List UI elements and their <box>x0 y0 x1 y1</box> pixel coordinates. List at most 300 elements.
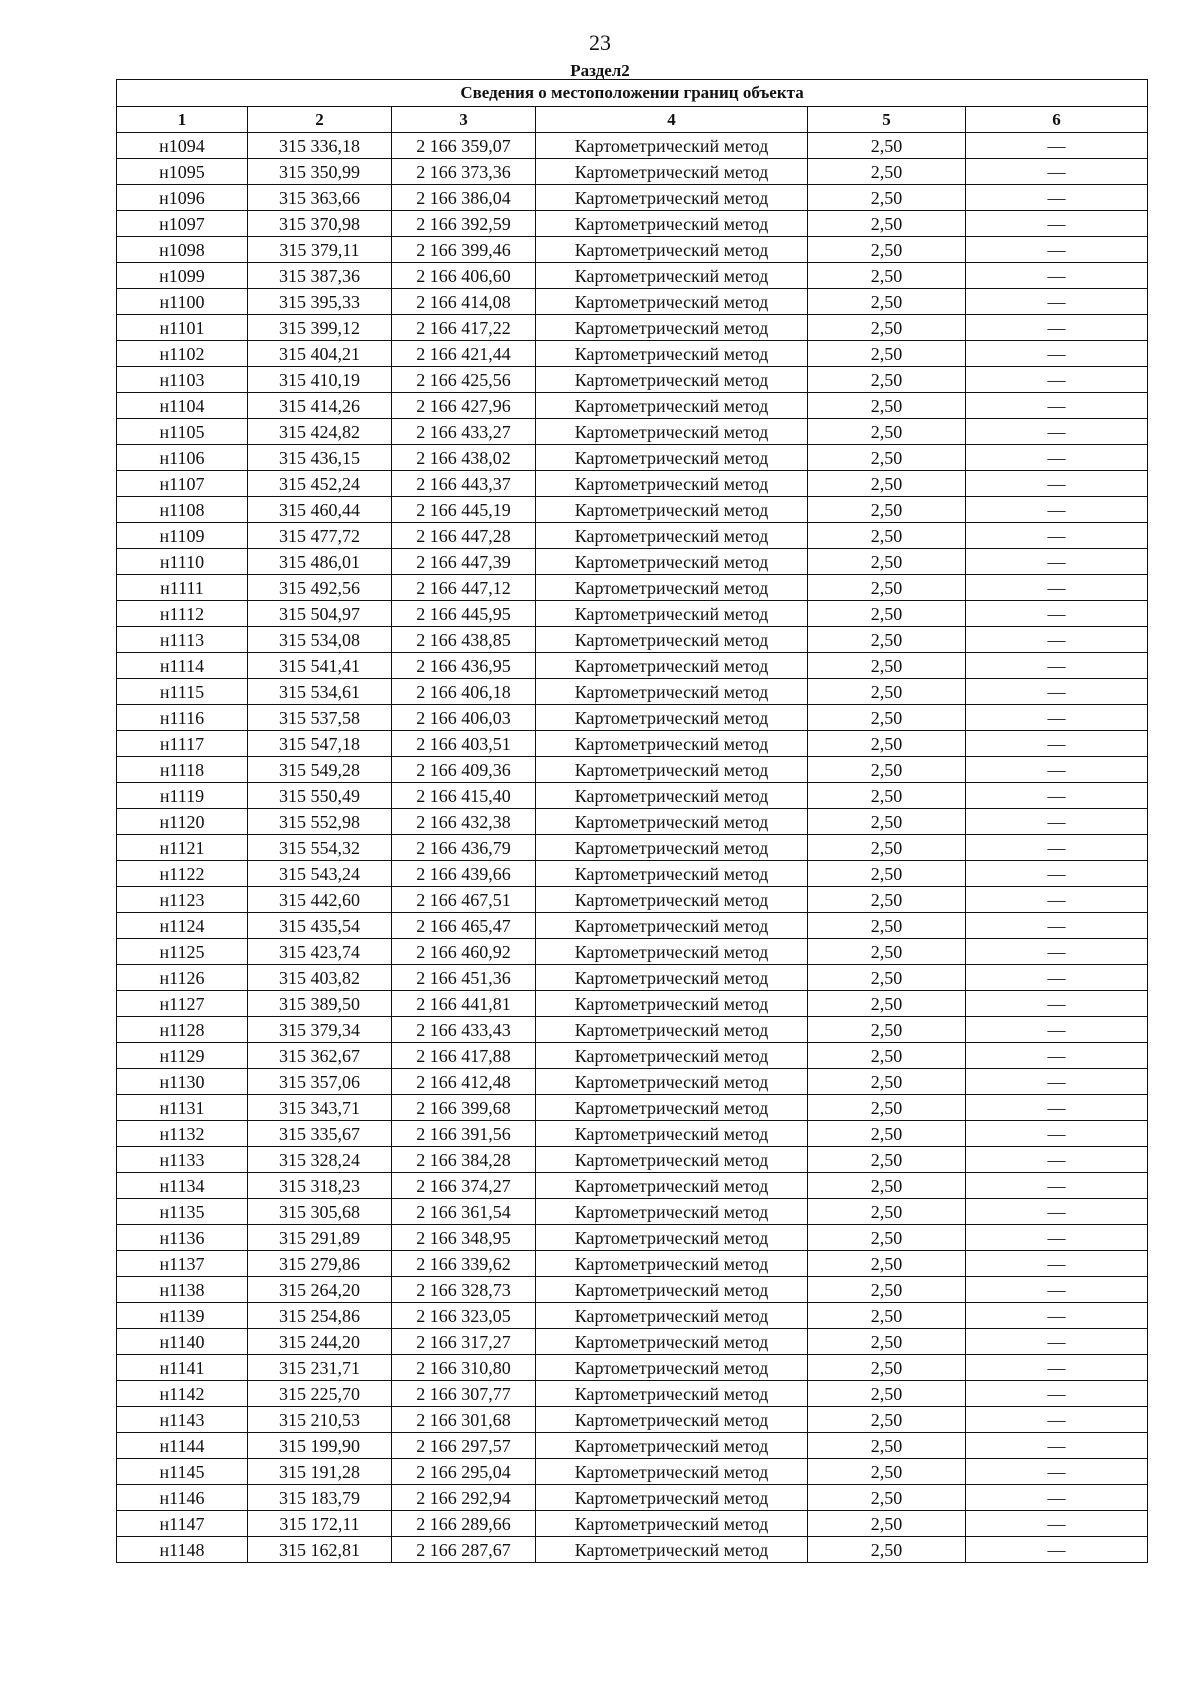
accuracy-cell: 2,50 <box>808 393 966 419</box>
y-coordinate-cell: 2 166 415,40 <box>392 783 536 809</box>
accuracy-cell: 2,50 <box>808 341 966 367</box>
point-id-cell: н1133 <box>117 1147 248 1173</box>
method-cell: Картометрический метод <box>536 185 808 211</box>
y-coordinate-cell: 2 166 465,47 <box>392 913 536 939</box>
y-coordinate-cell: 2 166 399,46 <box>392 237 536 263</box>
table-row <box>117 1069 1148 1095</box>
x-coordinate-cell: 315 486,01 <box>248 549 392 575</box>
table-row <box>117 601 1148 627</box>
description-cell: — <box>966 809 1148 835</box>
x-coordinate-cell: 315 387,36 <box>248 263 392 289</box>
x-coordinate-cell: 315 477,72 <box>248 523 392 549</box>
description-cell: — <box>966 445 1148 471</box>
table-row <box>117 1277 1148 1303</box>
point-id-cell: н1146 <box>117 1485 248 1511</box>
point-id-cell: н1129 <box>117 1043 248 1069</box>
table-row <box>117 913 1148 939</box>
description-cell: — <box>966 1329 1148 1355</box>
description-cell: — <box>966 341 1148 367</box>
x-coordinate-cell: 315 343,71 <box>248 1095 392 1121</box>
accuracy-cell: 2,50 <box>808 367 966 393</box>
method-cell: Картометрический метод <box>536 1329 808 1355</box>
method-cell: Картометрический метод <box>536 627 808 653</box>
description-cell: — <box>966 913 1148 939</box>
method-cell: Картометрический метод <box>536 445 808 471</box>
method-cell: Картометрический метод <box>536 679 808 705</box>
x-coordinate-cell: 315 404,21 <box>248 341 392 367</box>
accuracy-cell: 2,50 <box>808 783 966 809</box>
description-cell: — <box>966 1225 1148 1251</box>
description-cell: — <box>966 601 1148 627</box>
method-cell: Картометрический метод <box>536 341 808 367</box>
table-row <box>117 1407 1148 1433</box>
method-cell: Картометрический метод <box>536 1433 808 1459</box>
table-body <box>117 133 1148 1563</box>
accuracy-cell: 2,50 <box>808 679 966 705</box>
method-cell: Картометрический метод <box>536 1355 808 1381</box>
description-cell: — <box>966 835 1148 861</box>
x-coordinate-cell: 315 537,58 <box>248 705 392 731</box>
accuracy-cell: 2,50 <box>808 965 966 991</box>
table-row <box>117 1251 1148 1277</box>
method-cell: Картометрический метод <box>536 1225 808 1251</box>
method-cell: Картометрический метод <box>536 1017 808 1043</box>
point-id-cell: н1122 <box>117 861 248 887</box>
table-row <box>117 549 1148 575</box>
point-id-cell: н1127 <box>117 991 248 1017</box>
y-coordinate-cell: 2 166 425,56 <box>392 367 536 393</box>
table-row <box>117 783 1148 809</box>
x-coordinate-cell: 315 231,71 <box>248 1355 392 1381</box>
accuracy-cell: 2,50 <box>808 1485 966 1511</box>
description-cell: — <box>966 1043 1148 1069</box>
y-coordinate-cell: 2 166 409,36 <box>392 757 536 783</box>
method-cell: Картометрический метод <box>536 705 808 731</box>
point-id-cell: н1143 <box>117 1407 248 1433</box>
method-cell: Картометрический метод <box>536 913 808 939</box>
description-cell: — <box>966 1173 1148 1199</box>
point-id-cell: н1139 <box>117 1303 248 1329</box>
table-row <box>117 965 1148 991</box>
point-id-cell: н1130 <box>117 1069 248 1095</box>
x-coordinate-cell: 315 403,82 <box>248 965 392 991</box>
x-coordinate-cell: 315 335,67 <box>248 1121 392 1147</box>
x-coordinate-cell: 315 318,23 <box>248 1173 392 1199</box>
x-coordinate-cell: 315 399,12 <box>248 315 392 341</box>
x-coordinate-cell: 315 389,50 <box>248 991 392 1017</box>
y-coordinate-cell: 2 166 391,56 <box>392 1121 536 1147</box>
point-id-cell: н1125 <box>117 939 248 965</box>
method-cell: Картометрический метод <box>536 1277 808 1303</box>
description-cell: — <box>966 1095 1148 1121</box>
method-cell: Картометрический метод <box>536 133 808 159</box>
point-id-cell: н1142 <box>117 1381 248 1407</box>
y-coordinate-cell: 2 166 361,54 <box>392 1199 536 1225</box>
method-cell: Картометрический метод <box>536 1381 808 1407</box>
description-cell: — <box>966 211 1148 237</box>
table-row <box>117 1511 1148 1537</box>
x-coordinate-cell: 315 414,26 <box>248 393 392 419</box>
column-header-5: 5 <box>808 107 966 133</box>
y-coordinate-cell: 2 166 417,88 <box>392 1043 536 1069</box>
y-coordinate-cell: 2 166 386,04 <box>392 185 536 211</box>
description-cell: — <box>966 367 1148 393</box>
point-id-cell: н1124 <box>117 913 248 939</box>
table-row <box>117 263 1148 289</box>
description-cell: — <box>966 965 1148 991</box>
point-id-cell: н1147 <box>117 1511 248 1537</box>
description-cell: — <box>966 679 1148 705</box>
table-row <box>117 1147 1148 1173</box>
method-cell: Картометрический метод <box>536 1459 808 1485</box>
accuracy-cell: 2,50 <box>808 1147 966 1173</box>
x-coordinate-cell: 315 199,90 <box>248 1433 392 1459</box>
x-coordinate-cell: 315 534,61 <box>248 679 392 705</box>
table-row <box>117 523 1148 549</box>
point-id-cell: н1121 <box>117 835 248 861</box>
method-cell: Картометрический метод <box>536 393 808 419</box>
y-coordinate-cell: 2 166 417,22 <box>392 315 536 341</box>
point-id-cell: н1137 <box>117 1251 248 1277</box>
description-cell: — <box>966 237 1148 263</box>
method-cell: Картометрический метод <box>536 1251 808 1277</box>
point-id-cell: н1135 <box>117 1199 248 1225</box>
x-coordinate-cell: 315 549,28 <box>248 757 392 783</box>
x-coordinate-cell: 315 554,32 <box>248 835 392 861</box>
method-cell: Картометрический метод <box>536 809 808 835</box>
table-row <box>117 705 1148 731</box>
point-id-cell: н1126 <box>117 965 248 991</box>
method-cell: Картометрический метод <box>536 523 808 549</box>
y-coordinate-cell: 2 166 438,85 <box>392 627 536 653</box>
accuracy-cell: 2,50 <box>808 705 966 731</box>
point-id-cell: н1107 <box>117 471 248 497</box>
method-cell: Картометрический метод <box>536 575 808 601</box>
y-coordinate-cell: 2 166 297,57 <box>392 1433 536 1459</box>
description-cell: — <box>966 653 1148 679</box>
method-cell: Картометрический метод <box>536 835 808 861</box>
description-cell: — <box>966 705 1148 731</box>
method-cell: Картометрический метод <box>536 263 808 289</box>
description-cell: — <box>966 1121 1148 1147</box>
accuracy-cell: 2,50 <box>808 601 966 627</box>
accuracy-cell: 2,50 <box>808 1303 966 1329</box>
description-cell: — <box>966 757 1148 783</box>
y-coordinate-cell: 2 166 421,44 <box>392 341 536 367</box>
description-cell: — <box>966 523 1148 549</box>
description-cell: — <box>966 939 1148 965</box>
accuracy-cell: 2,50 <box>808 1537 966 1563</box>
table-row <box>117 1225 1148 1251</box>
method-cell: Картометрический метод <box>536 471 808 497</box>
description-cell: — <box>966 887 1148 913</box>
accuracy-cell: 2,50 <box>808 133 966 159</box>
table-row <box>117 679 1148 705</box>
y-coordinate-cell: 2 166 374,27 <box>392 1173 536 1199</box>
description-cell: — <box>966 1251 1148 1277</box>
table-row <box>117 471 1148 497</box>
point-id-cell: н1105 <box>117 419 248 445</box>
description-cell: — <box>966 575 1148 601</box>
point-id-cell: н1096 <box>117 185 248 211</box>
table-row <box>117 1459 1148 1485</box>
point-id-cell: н1094 <box>117 133 248 159</box>
y-coordinate-cell: 2 166 310,80 <box>392 1355 536 1381</box>
table-row <box>117 237 1148 263</box>
y-coordinate-cell: 2 166 441,81 <box>392 991 536 1017</box>
x-coordinate-cell: 315 357,06 <box>248 1069 392 1095</box>
point-id-cell: н1109 <box>117 523 248 549</box>
accuracy-cell: 2,50 <box>808 1225 966 1251</box>
x-coordinate-cell: 315 395,33 <box>248 289 392 315</box>
point-id-cell: н1140 <box>117 1329 248 1355</box>
method-cell: Картометрический метод <box>536 1511 808 1537</box>
method-cell: Картометрический метод <box>536 1199 808 1225</box>
table-row <box>117 991 1148 1017</box>
x-coordinate-cell: 315 543,24 <box>248 861 392 887</box>
method-cell: Картометрический метод <box>536 939 808 965</box>
x-coordinate-cell: 315 225,70 <box>248 1381 392 1407</box>
y-coordinate-cell: 2 166 414,08 <box>392 289 536 315</box>
description-cell: — <box>966 731 1148 757</box>
method-cell: Картометрический метод <box>536 783 808 809</box>
table-row <box>117 1017 1148 1043</box>
description-cell: — <box>966 1485 1148 1511</box>
x-coordinate-cell: 315 162,81 <box>248 1537 392 1563</box>
table-row <box>117 653 1148 679</box>
table-row <box>117 1043 1148 1069</box>
y-coordinate-cell: 2 166 412,48 <box>392 1069 536 1095</box>
x-coordinate-cell: 315 452,24 <box>248 471 392 497</box>
accuracy-cell: 2,50 <box>808 1251 966 1277</box>
y-coordinate-cell: 2 166 403,51 <box>392 731 536 757</box>
y-coordinate-cell: 2 166 447,28 <box>392 523 536 549</box>
x-coordinate-cell: 315 410,19 <box>248 367 392 393</box>
table-row <box>117 211 1148 237</box>
point-id-cell: н1145 <box>117 1459 248 1485</box>
point-id-cell: н1131 <box>117 1095 248 1121</box>
table-row <box>117 1381 1148 1407</box>
y-coordinate-cell: 2 166 445,19 <box>392 497 536 523</box>
point-id-cell: н1120 <box>117 809 248 835</box>
description-cell: — <box>966 1199 1148 1225</box>
accuracy-cell: 2,50 <box>808 1199 966 1225</box>
accuracy-cell: 2,50 <box>808 1043 966 1069</box>
y-coordinate-cell: 2 166 427,96 <box>392 393 536 419</box>
description-cell: — <box>966 1355 1148 1381</box>
y-coordinate-cell: 2 166 307,77 <box>392 1381 536 1407</box>
description-cell: — <box>966 991 1148 1017</box>
method-cell: Картометрический метод <box>536 1485 808 1511</box>
x-coordinate-cell: 315 379,34 <box>248 1017 392 1043</box>
column-number-row <box>117 107 1148 133</box>
method-cell: Картометрический метод <box>536 159 808 185</box>
description-cell: — <box>966 1433 1148 1459</box>
table-row <box>117 315 1148 341</box>
description-cell: — <box>966 1381 1148 1407</box>
table-row <box>117 1537 1148 1563</box>
method-cell: Картометрический метод <box>536 237 808 263</box>
description-cell: — <box>966 1407 1148 1433</box>
method-cell: Картометрический метод <box>536 1095 808 1121</box>
x-coordinate-cell: 315 210,53 <box>248 1407 392 1433</box>
point-id-cell: н1123 <box>117 887 248 913</box>
x-coordinate-cell: 315 328,24 <box>248 1147 392 1173</box>
method-cell: Картометрический метод <box>536 1147 808 1173</box>
y-coordinate-cell: 2 166 399,68 <box>392 1095 536 1121</box>
point-id-cell: н1128 <box>117 1017 248 1043</box>
method-cell: Картометрический метод <box>536 211 808 237</box>
point-id-cell: н1100 <box>117 289 248 315</box>
accuracy-cell: 2,50 <box>808 159 966 185</box>
accuracy-cell: 2,50 <box>808 1121 966 1147</box>
x-coordinate-cell: 315 254,86 <box>248 1303 392 1329</box>
point-id-cell: н1098 <box>117 237 248 263</box>
y-coordinate-cell: 2 166 373,36 <box>392 159 536 185</box>
method-cell: Картометрический метод <box>536 315 808 341</box>
accuracy-cell: 2,50 <box>808 419 966 445</box>
table-row <box>117 133 1148 159</box>
x-coordinate-cell: 315 291,89 <box>248 1225 392 1251</box>
table-caption: Сведения о местоположении границ объекта <box>117 80 1148 107</box>
table-row <box>117 419 1148 445</box>
y-coordinate-cell: 2 166 292,94 <box>392 1485 536 1511</box>
method-cell: Картометрический метод <box>536 601 808 627</box>
x-coordinate-cell: 315 363,66 <box>248 185 392 211</box>
column-header-2: 2 <box>248 107 392 133</box>
description-cell: — <box>966 627 1148 653</box>
table-row <box>117 1329 1148 1355</box>
method-cell: Картометрический метод <box>536 497 808 523</box>
accuracy-cell: 2,50 <box>808 1511 966 1537</box>
description-cell: — <box>966 393 1148 419</box>
y-coordinate-cell: 2 166 339,62 <box>392 1251 536 1277</box>
x-coordinate-cell: 315 244,20 <box>248 1329 392 1355</box>
description-cell: — <box>966 783 1148 809</box>
table-row <box>117 757 1148 783</box>
description-cell: — <box>966 1017 1148 1043</box>
y-coordinate-cell: 2 166 436,79 <box>392 835 536 861</box>
method-cell: Картометрический метод <box>536 1121 808 1147</box>
point-id-cell: н1115 <box>117 679 248 705</box>
x-coordinate-cell: 315 436,15 <box>248 445 392 471</box>
y-coordinate-cell: 2 166 436,95 <box>392 653 536 679</box>
y-coordinate-cell: 2 166 289,66 <box>392 1511 536 1537</box>
table-row <box>117 289 1148 315</box>
y-coordinate-cell: 2 166 447,39 <box>392 549 536 575</box>
column-header-6: 6 <box>966 107 1148 133</box>
table-row <box>117 1199 1148 1225</box>
y-coordinate-cell: 2 166 433,43 <box>392 1017 536 1043</box>
x-coordinate-cell: 315 442,60 <box>248 887 392 913</box>
table-row <box>117 497 1148 523</box>
point-id-cell: н1119 <box>117 783 248 809</box>
x-coordinate-cell: 315 370,98 <box>248 211 392 237</box>
x-coordinate-cell: 315 424,82 <box>248 419 392 445</box>
y-coordinate-cell: 2 166 384,28 <box>392 1147 536 1173</box>
point-id-cell: н1114 <box>117 653 248 679</box>
y-coordinate-cell: 2 166 287,67 <box>392 1537 536 1563</box>
description-cell: — <box>966 315 1148 341</box>
accuracy-cell: 2,50 <box>808 211 966 237</box>
y-coordinate-cell: 2 166 328,73 <box>392 1277 536 1303</box>
table-row <box>117 861 1148 887</box>
point-id-cell: н1111 <box>117 575 248 601</box>
method-cell: Картометрический метод <box>536 1173 808 1199</box>
accuracy-cell: 2,50 <box>808 835 966 861</box>
accuracy-cell: 2,50 <box>808 185 966 211</box>
description-cell: — <box>966 263 1148 289</box>
y-coordinate-cell: 2 166 439,66 <box>392 861 536 887</box>
point-id-cell: н1118 <box>117 757 248 783</box>
method-cell: Картометрический метод <box>536 731 808 757</box>
accuracy-cell: 2,50 <box>808 1355 966 1381</box>
accuracy-cell: 2,50 <box>808 1433 966 1459</box>
point-id-cell: н1097 <box>117 211 248 237</box>
point-id-cell: н1144 <box>117 1433 248 1459</box>
table-row <box>117 445 1148 471</box>
accuracy-cell: 2,50 <box>808 1407 966 1433</box>
y-coordinate-cell: 2 166 406,60 <box>392 263 536 289</box>
description-cell: — <box>966 289 1148 315</box>
point-id-cell: н1134 <box>117 1173 248 1199</box>
accuracy-cell: 2,50 <box>808 991 966 1017</box>
point-id-cell: н1095 <box>117 159 248 185</box>
method-cell: Картометрический метод <box>536 289 808 315</box>
accuracy-cell: 2,50 <box>808 549 966 575</box>
accuracy-cell: 2,50 <box>808 289 966 315</box>
accuracy-cell: 2,50 <box>808 731 966 757</box>
point-id-cell: н1141 <box>117 1355 248 1381</box>
x-coordinate-cell: 315 547,18 <box>248 731 392 757</box>
description-cell: — <box>966 1511 1148 1537</box>
point-id-cell: н1113 <box>117 627 248 653</box>
y-coordinate-cell: 2 166 447,12 <box>392 575 536 601</box>
y-coordinate-cell: 2 166 301,68 <box>392 1407 536 1433</box>
method-cell: Картометрический метод <box>536 1043 808 1069</box>
table-row <box>117 1485 1148 1511</box>
boundary-coordinates-table <box>116 79 1148 1563</box>
description-cell: — <box>966 1303 1148 1329</box>
table-row <box>117 367 1148 393</box>
x-coordinate-cell: 315 183,79 <box>248 1485 392 1511</box>
accuracy-cell: 2,50 <box>808 1173 966 1199</box>
table-row <box>117 185 1148 211</box>
x-coordinate-cell: 315 552,98 <box>248 809 392 835</box>
description-cell: — <box>966 1147 1148 1173</box>
method-cell: Картометрический метод <box>536 549 808 575</box>
table-row <box>117 731 1148 757</box>
method-cell: Картометрический метод <box>536 419 808 445</box>
x-coordinate-cell: 315 423,74 <box>248 939 392 965</box>
column-header-4: 4 <box>536 107 808 133</box>
accuracy-cell: 2,50 <box>808 887 966 913</box>
table-row <box>117 1433 1148 1459</box>
point-id-cell: н1108 <box>117 497 248 523</box>
y-coordinate-cell: 2 166 359,07 <box>392 133 536 159</box>
method-cell: Картометрический метод <box>536 887 808 913</box>
accuracy-cell: 2,50 <box>808 939 966 965</box>
point-id-cell: н1132 <box>117 1121 248 1147</box>
method-cell: Картометрический метод <box>536 1537 808 1563</box>
x-coordinate-cell: 315 504,97 <box>248 601 392 627</box>
y-coordinate-cell: 2 166 392,59 <box>392 211 536 237</box>
accuracy-cell: 2,50 <box>808 913 966 939</box>
point-id-cell: н1116 <box>117 705 248 731</box>
x-coordinate-cell: 315 279,86 <box>248 1251 392 1277</box>
y-coordinate-cell: 2 166 348,95 <box>392 1225 536 1251</box>
accuracy-cell: 2,50 <box>808 1329 966 1355</box>
